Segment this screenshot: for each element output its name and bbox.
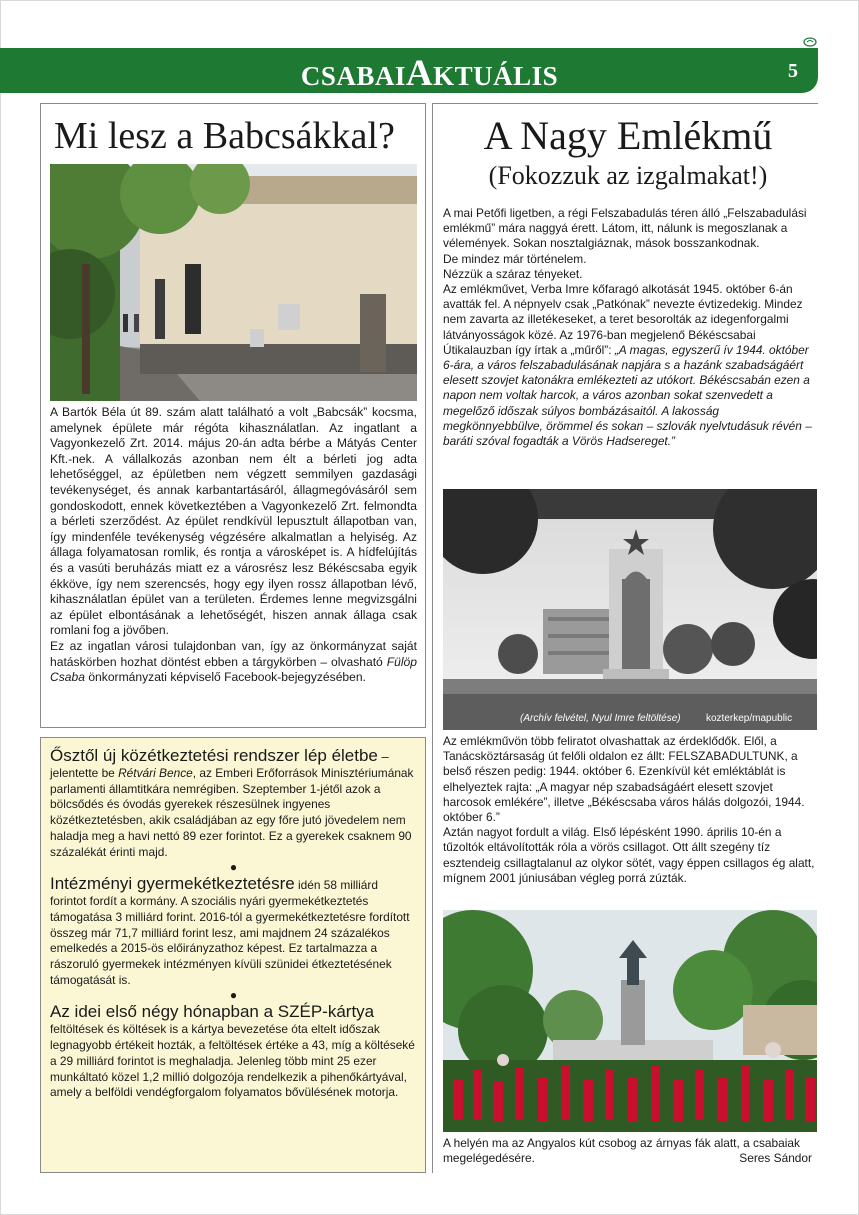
bullet-separator: ● — [229, 988, 238, 1003]
news-3-text: feltöltések és költések is a kártya bevezetése óta eltelt időszak legnagyobb értékeit hozták, a feltöltések értéke a 43, míg a költéseké a 29 milliárd forintot is meghaladja. Jelenleg több mint 25 ezer munkáltató közel 1,2 millió dolgozója rendelkezik a pihenőkártyával, amely a belföldi vendégforgalom folyamatos bővülésének motorja. — [50, 1022, 415, 1100]
babcsak-p2-start: Ez az ingatlan városi tulajdonban van, így az önkormányzat saját hatáskörben hozhat döntést ebben a tárgykörben – olvasható — [50, 638, 417, 669]
babcsak-p2-end: önkormányzati képviselő Facebook-bejegyzésében. — [84, 670, 366, 685]
news-2-heading: Intézményi gyermekétkeztetésre — [50, 874, 295, 894]
babcsak-paragraph-2 — [50, 639, 417, 686]
emlekmu-after-photo — [443, 734, 815, 886]
news-item-2 — [50, 874, 417, 988]
emlekmu-closing: A helyén ma az Angyalos kút csobog az árnyas fák alatt, a csabaiak megelégedésére. — [443, 1136, 800, 1166]
emlekmu-line-3: Nézzük a száraz tényeket. — [443, 266, 583, 281]
right-column-border-top — [432, 103, 818, 104]
news-box-content — [50, 746, 417, 1101]
babcsak-p2-name: Fülöp Csaba — [50, 654, 417, 685]
photo-credit: kozterkep/mapublic — [706, 713, 793, 724]
babcsak-paragraph-1: A Bartók Béla út 89. szám alatt található a volt „Babcsák” kocsma, amelynek épülete már régóta kihasználatlan. Az ingatlant a Vagyonkezelő Zrt. 2014. május 20-án adta bérbe a Mátyás Center Kft.-nek. A vállalkozás azonban nem élt a bérleti jog adta lehetőséggel, az épületben nem végzett semmilyen gazdasági tevékenységet, és annak karbantartásáról, állagmegóvásáról sem gondoskodott, ennek következtében a Vagyonkezelő Zrt. felmondta a bérleti szerződést. Az épület rendkívül lepusztult állapotban van, így mindenféle tevékenység végzésére alkalmatlan a helyiség. Az állaga folyamatosan romlik, és rontja a városképet is. A hídfelújítás és a vasúti beruházás miatt ez a városrész lesz Békéscsaba egyik ékköve, így nem szerencsés, hogy egy ilyen rossz állapotban lévő, kihasználatlan épület van a területen. Érdemes lenne megvizsgálni az épület elbontásának a lehetőségét, hiszen annak állaga csak romlani fog a jövőben. — [50, 405, 417, 638]
babcsak-body — [50, 405, 417, 686]
publication-title — [0, 52, 859, 95]
right-column-border — [432, 103, 433, 1173]
emlekmu-facts-start: Az emlékművet, Verba Imre kőfaragó alkotását 1945. október 6-án avatták fel. A népnyelv csak „Patkónak” nevezte évtizedekig. Mindez nem zavarta az illetékeseket, a teret besorolták az idegenforgalmi látványosságok közé. Az 1976-ban megjelenő Békéscsabai Útikalauzban így írtak a „műről”: — [443, 282, 803, 357]
news-1-heading: Ősztől új közétkeztetési rendszer lép életbe — [50, 746, 378, 765]
news-2-text: idén 58 milliárd forintot fordít a kormány. A szociális nyári gyermekétkeztetés támogatása 3 milliárd forint. 2016-tól a gyermekétkeztetésre fordított összeg már 71,7 milliárd forint lesz, ami majdnem 24 százalékos emelkedés a 2015-ös előirányzathoz képest. Ez tartalmazza a rászoruló gyermekek intézményen kívüli szünidei étkeztetésének támogatását is. — [50, 878, 410, 987]
emlekmu-intro-block — [443, 206, 815, 449]
emlekmu-inscriptions: Az emlékművön több feliratot olvashattak az érdeklődők. Elől, a Tanácsköztársaság út felőli oldalon ez állt: FELSZABADULTUNK, a belső részen pedig: 1944. október 6. Ezenkívül két emléktáblát is elhelyeztek rajta: „A magyar nép szabadságáért elesett szovjet harcosok emlékére”, illetve „Békéscsaba város hálás dolgozói, 1944. október 6.” — [443, 734, 805, 825]
angel-fountain-photo — [443, 910, 817, 1132]
news-1-dash: – — [377, 749, 389, 764]
news-3-heading: Az idei első négy hónapban a SZÉP-kártya — [50, 1002, 375, 1022]
babcsak-building-photo — [50, 164, 417, 401]
emlekmu-facts-quote: „A magas, egyszerű ív 1944. október 6-ára, a város felszabadulásának napjára s a hazánk szabadságáért elesett szovjet katonákra emlékezteti az utókort. Békéscsabán ezen a napon nem voltak harcok, a város azonban sokat szenvedett a megelőző időszak súlyos bombázásaitól. A lakosság megkönnyebbülve, örömmel és sokan – szlovák nyelvtudásuk révén – baráti szóval fogadták a Vörös Hadsereget.” — [443, 342, 812, 449]
news-1-text-a: jelentette be — [50, 766, 119, 780]
brand-initial: A — [405, 53, 434, 94]
brand-part-2: KTUÁLIS — [433, 61, 559, 91]
emlekmu-intro: A mai Petőfi ligetben, a régi Felszabadulás téren álló „Felszabadulási emlékmű” mára naggyá érett. Látom, itt, nálunk is megoszlanak a vélemények. Sokan nosztalgiáznak, mások bosszankodnak. — [443, 206, 807, 251]
news-item-1 — [50, 746, 417, 860]
brand-part-1: CSABAI — [300, 61, 406, 91]
emlekmu-facts — [443, 282, 815, 449]
news-1-text-b: , az Emberi Erőforrások Minisztériumának parlamenti államtitkára nemrégiben. Szeptember 1-jétől azok a bölcsődés és óvodás gyerekek részesülnek ingyenes közétkeztetésben, akik családjában az egy főre jutó jövedelem nem haladja meg a havi nettó 89 ezer forintot. Ez a gyerekek csaknem 90 százalékát érinti majd. — [50, 766, 414, 859]
news-item-3 — [50, 1002, 417, 1101]
emlekmu-headline: A Nagy Emlékmű — [483, 113, 773, 158]
photo-caption: (Archív felvétel, Nyul Imre feltöltése) — [520, 713, 681, 724]
archival-monument-photo — [443, 489, 817, 730]
emlekmu-line-2: De mindez már történelem. — [443, 251, 587, 266]
page-number: 5 — [788, 60, 798, 82]
news-1-name: Rétvári Bence — [118, 766, 193, 780]
emlekmu-subtitle: (Fokozzuk az izgalmakat!) — [488, 161, 768, 190]
emlekmu-history: Aztán nagyot fordult a világ. Első lépésként 1990. április 10-én a tűzoltók eltávolították róla a vörös csillagot. Ott állt szegény tíz esztendeig csillagtalanul az olykor sötét, vagy éppen csillagos ég alatt, mígnem 2001 júniusában végleg porrá zúzták. — [443, 825, 815, 885]
bullet-separator: ● — [229, 860, 238, 875]
babcsak-headline: Mi lesz a Babcsákkal? — [54, 115, 395, 157]
swirl-icon — [803, 37, 817, 47]
author-signature: Seres Sándor — [739, 1151, 812, 1165]
